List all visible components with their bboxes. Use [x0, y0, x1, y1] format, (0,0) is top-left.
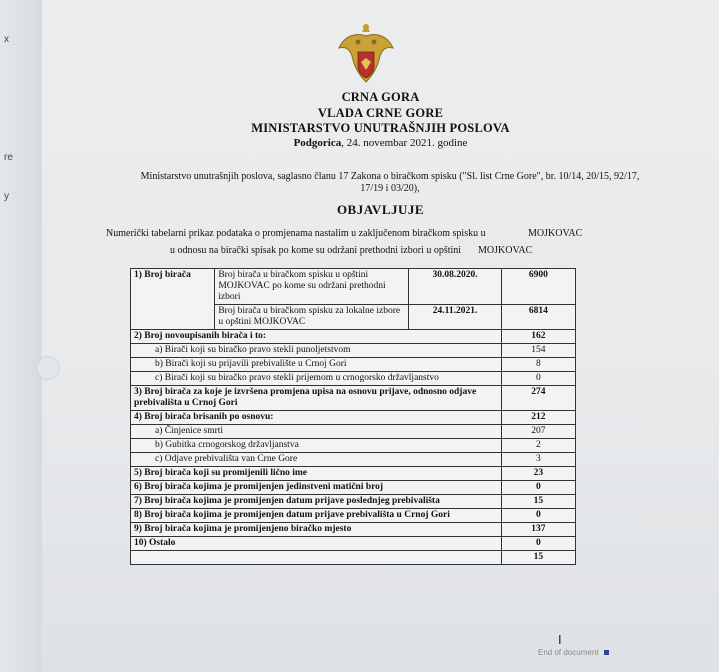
table-row — [131, 467, 576, 481]
table-row — [131, 509, 576, 523]
header-government: VLADA CRNE GORE — [317, 106, 444, 120]
row-label: a) Činjenice smrti — [131, 425, 502, 439]
row-label: 10) Ostalo — [131, 537, 502, 551]
row-label: 4) Broj birača brisanih po osnovu: — [131, 411, 502, 425]
text-cursor-icon: I — [558, 632, 562, 647]
end-marker-icon — [604, 650, 609, 655]
side-text: re — [4, 152, 13, 163]
row-label: c) Odjave prebivališta van Crne Gore — [131, 453, 502, 467]
header-country: CRNA GORA — [341, 90, 420, 104]
subtitle-line-1: Numerički tabelarni prikaz podataka o promjenama nastalim u zaključenom biračkom spisku u — [106, 228, 486, 239]
cell-value: 274 — [501, 386, 575, 411]
intro-line-2: 17/19 i 03/20), — [360, 183, 420, 194]
cell-value: 0 — [501, 509, 575, 523]
end-of-document — [538, 648, 609, 657]
subtitle-line-2: u odnosu na birački spisak po kome su održani prethodni izbori u opštini — [170, 245, 462, 256]
date: , 24. novembar 2021. godine — [341, 137, 468, 149]
table-row — [131, 453, 576, 467]
row-label: a) Birači koji su biračko pravo stekli punoljetstvom — [131, 344, 502, 358]
table-row — [131, 386, 576, 411]
table-row — [131, 330, 576, 344]
cell-date: 30.08.2020. — [409, 269, 501, 305]
cell-value: 0 — [501, 372, 575, 386]
table-row — [131, 523, 576, 537]
cell-value: 15 — [501, 495, 575, 509]
row-label: 7) Broj birača kojima je promijenjen datum prijave poslednjeg prebivališta — [131, 495, 502, 509]
table-row — [131, 358, 576, 372]
intro-line-1: Ministarstvo unutrašnjih poslova, saglasno članu 17 Zakona o biračkom spisku ("Sl. list Crne Gore", br. 10/14, 20/15, 92/17, — [140, 171, 640, 182]
row-label: b) Gubitka crnogorskog državljanstva — [131, 439, 502, 453]
cell-value: 162 — [501, 330, 575, 344]
municipality-1: MOJKOVAC — [528, 228, 583, 239]
header-date-line — [42, 137, 719, 149]
row-label: 1) Broj birača — [131, 269, 215, 330]
table-row — [131, 481, 576, 495]
end-of-document-label: End of document — [538, 648, 599, 657]
coat-of-arms-icon — [336, 22, 396, 88]
cell-text: Broj birača u biračkom spisku za lokalne izbore u opštini MOJKOVAC — [215, 305, 409, 330]
intro-paragraph — [110, 171, 670, 195]
cell-value: 6900 — [501, 269, 575, 305]
row-label: 9) Broj birača kojima je promijenjeno biračko mjesto — [131, 523, 502, 537]
cell-value: 8 — [501, 358, 575, 372]
cell-value: 0 — [501, 481, 575, 495]
table-row — [131, 372, 576, 386]
cell-value: 212 — [501, 411, 575, 425]
table-row — [131, 495, 576, 509]
row-label: 5) Broj birača koji su promijenili lično ime — [131, 467, 502, 481]
table-row — [131, 439, 576, 453]
cell-value: 2 — [501, 439, 575, 453]
table-row — [131, 551, 576, 565]
scroll-marker[interactable] — [36, 356, 60, 380]
document-title: OBJAVLJUJE — [336, 202, 425, 217]
cell-value: 3 — [501, 453, 575, 467]
place: Podgorica — [293, 137, 342, 149]
cell-value: 6814 — [501, 305, 575, 330]
side-panel — [0, 0, 42, 672]
row-label: 2) Broj novoupisanih birača i to: — [131, 330, 502, 344]
row-label: b) Birači koji su prijavili prebivalište u Crnoj Gori — [131, 358, 502, 372]
cell-value: 154 — [501, 344, 575, 358]
row-label: 6) Broj birača kojima je promijenjen jedinstveni matični broj — [131, 481, 502, 495]
side-text: x — [4, 34, 9, 45]
cell-value: 137 — [501, 523, 575, 537]
voter-changes-table — [130, 268, 576, 565]
document-page — [42, 0, 719, 672]
row-label — [131, 551, 502, 565]
municipality-2: MOJKOVAC — [478, 245, 533, 256]
cell-text: Broj birača u biračkom spisku u opštini MOJKOVAC po kome su održani prethodni izbori — [215, 269, 409, 305]
table-row — [131, 537, 576, 551]
row-label: 3) Broj birača za koje je izvršena promjena upisa na osnovu prijave, odnosno odjave prebivališta u Crnoj Gori — [131, 386, 502, 411]
side-text: y — [4, 191, 9, 202]
header-ministry: MINISTARSTVO UNUTRAŠNJIH POSLOVA — [251, 121, 510, 135]
cell-value: 0 — [501, 537, 575, 551]
row-label: c) Birači koji su biračko pravo stekli prijemom u crnogorsko državljanstvo — [131, 372, 502, 386]
cell-date: 24.11.2021. — [409, 305, 501, 330]
cell-value: 23 — [501, 467, 575, 481]
table-row — [131, 425, 576, 439]
table-row — [131, 411, 576, 425]
row-label: 8) Broj birača kojima je promijenjen datum prijave prebivališta u Crnoj Gori — [131, 509, 502, 523]
table-row — [131, 344, 576, 358]
cell-value: 15 — [501, 551, 575, 565]
cell-value: 207 — [501, 425, 575, 439]
table-row — [131, 269, 576, 305]
